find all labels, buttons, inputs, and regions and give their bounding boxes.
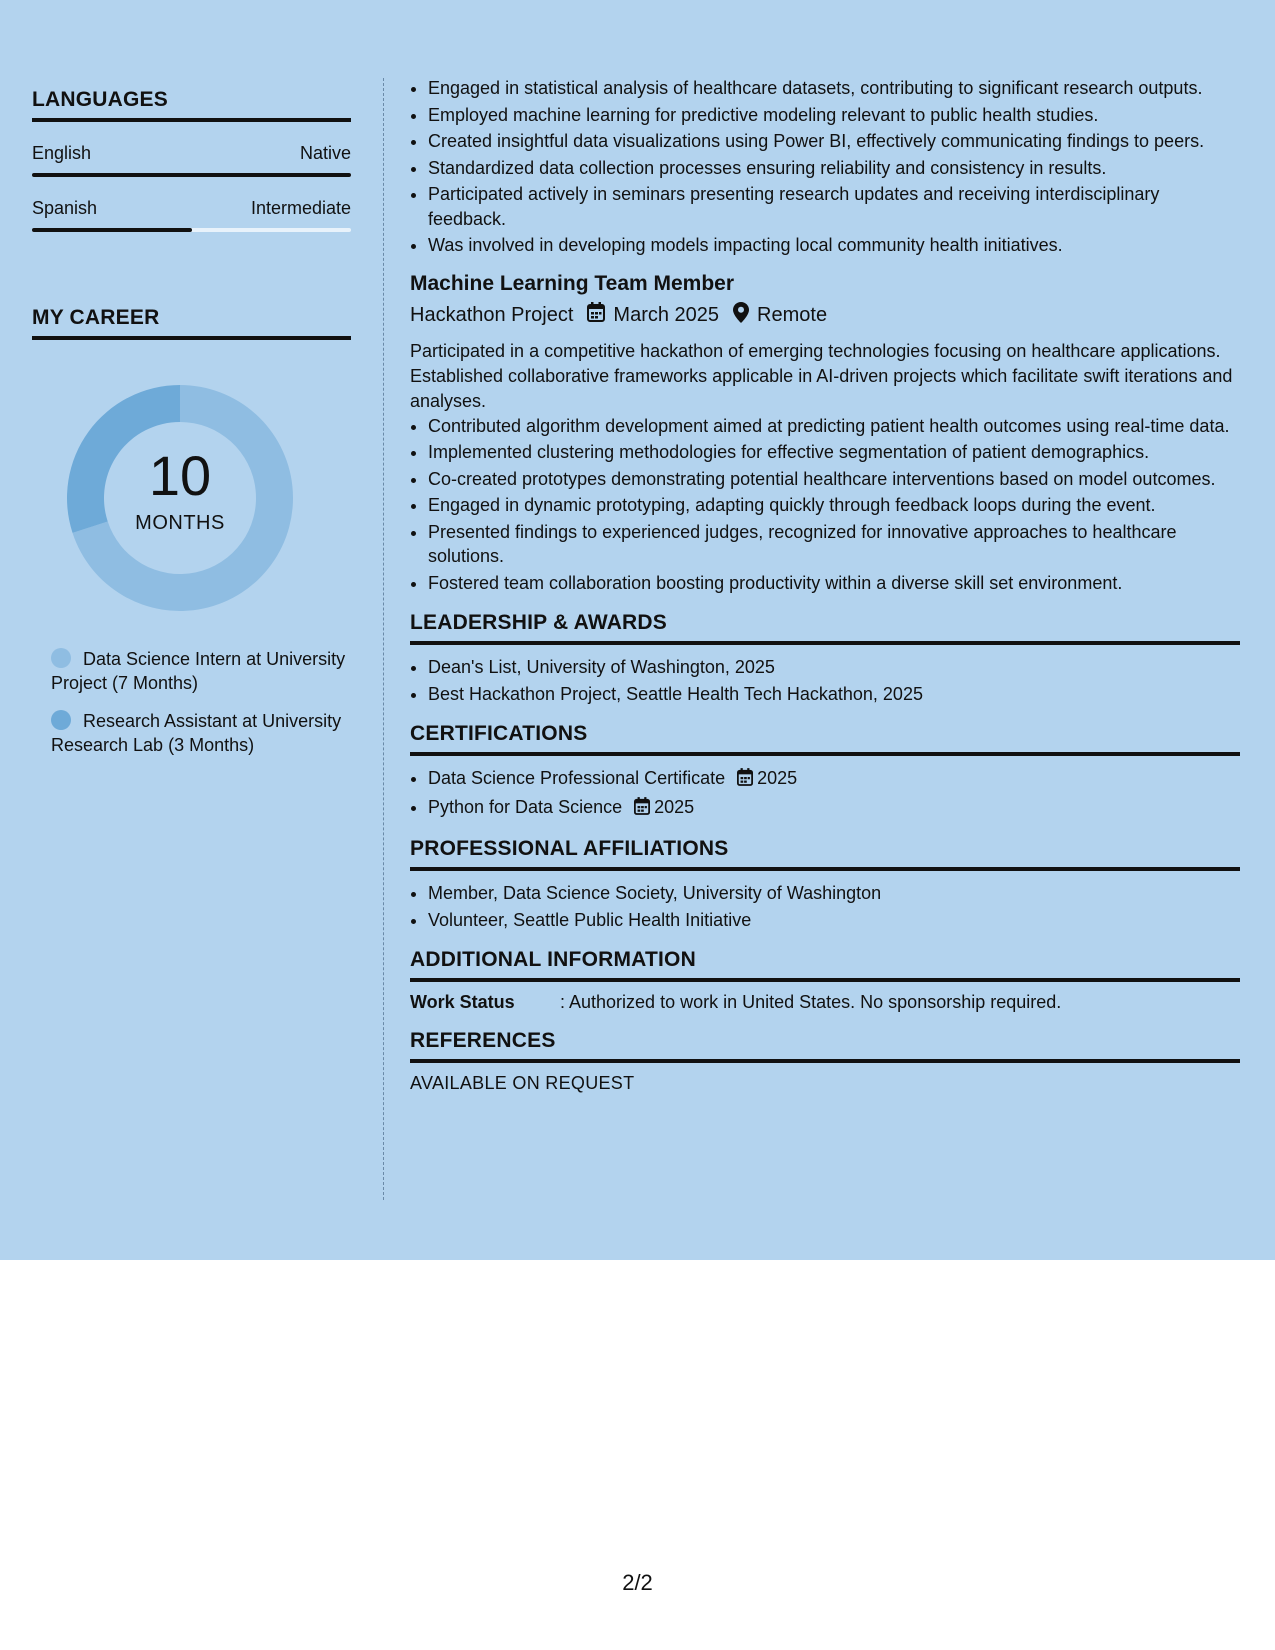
work-status-row xyxy=(410,992,1240,1013)
job-company: Hackathon Project xyxy=(410,303,574,326)
certification-year: 2025 xyxy=(757,768,798,788)
legend-label: Research Assistant at University Research Lab (3 Months) xyxy=(51,711,342,755)
job-location: Remote xyxy=(757,303,828,326)
left-column xyxy=(32,88,351,771)
legend-color-dot xyxy=(51,648,71,668)
language-item xyxy=(32,142,351,177)
language-name: English xyxy=(32,143,92,163)
calendar-icon xyxy=(634,797,650,822)
certifications-title: CERTIFICATIONS xyxy=(410,722,1240,756)
additional-info-title: ADDITIONAL INFORMATION xyxy=(410,948,1240,982)
calendar-icon xyxy=(587,302,605,328)
language-level: Native xyxy=(299,143,351,163)
list-item: • Was involved in developing models impacting local community health initiatives. xyxy=(428,233,1240,258)
list-item: • Engaged in dynamic prototyping, adapting quickly through feedback loops during the event. xyxy=(428,493,1240,518)
list-item: • Dean's List, University of Washington, 2025 xyxy=(428,655,1240,680)
job-bullets xyxy=(410,414,1240,596)
work-status-label: Work Status xyxy=(410,992,515,1012)
list-item: • Presented findings to experienced judges, recognized for innovative approaches to healthcare solutions. xyxy=(428,520,1240,569)
language-proficiency-fill xyxy=(32,228,192,232)
job-date: March 2025 xyxy=(613,303,720,326)
legend-label: Data Science Intern at University Project (7 Months) xyxy=(51,649,346,693)
language-proficiency-bar xyxy=(32,173,351,177)
list-item: • Member, Data Science Society, University of Washington xyxy=(428,881,1240,906)
career-title: MY CAREER xyxy=(32,306,351,340)
right-column xyxy=(410,76,1240,1094)
map-pin-icon xyxy=(733,302,749,329)
column-divider xyxy=(383,78,384,1200)
certification-name: Data Science Professional Certificate xyxy=(428,768,726,788)
career-total-number: 10 xyxy=(148,443,212,507)
career-donut-chart xyxy=(65,383,295,613)
certifications-section xyxy=(410,722,1240,821)
job-meta xyxy=(410,302,1240,329)
list-item: • Fostered team collaboration boosting productivity within a diverse skill set environment. xyxy=(428,571,1240,596)
calendar-icon xyxy=(737,768,753,793)
certification-year: 2025 xyxy=(654,796,695,817)
list-item: • Volunteer, Seattle Public Health Initiative xyxy=(428,908,1240,933)
list-item: • Employed machine learning for predictive modeling relevant to public health studies. xyxy=(428,103,1240,128)
references-text: AVAILABLE ON REQUEST xyxy=(410,1073,635,1093)
donut-center-label xyxy=(65,383,295,613)
career-legend xyxy=(51,647,351,757)
previous-job-bullets xyxy=(410,76,1240,258)
language-proficiency-bar xyxy=(32,228,351,232)
list-item: • Standardized data collection processes ensuring reliability and consistency in results. xyxy=(428,156,1240,181)
list-item: • Co-created prototypes demonstrating potential healthcare interventions based on model outcomes. xyxy=(428,467,1240,492)
list-item xyxy=(428,766,1240,793)
language-level: Intermediate xyxy=(250,198,351,218)
legend-item xyxy=(51,647,351,695)
language-proficiency-fill xyxy=(32,173,351,177)
list-item: • Contributed algorithm development aimed at predicting patient health outcomes using real-time data. xyxy=(428,414,1240,439)
career-total-unit: MONTHS xyxy=(135,511,225,534)
list-item: • Participated actively in seminars presenting research updates and receiving interdisciplinary feedback. xyxy=(428,182,1240,231)
references-title: REFERENCES xyxy=(410,1029,1240,1063)
language-item xyxy=(32,197,351,232)
legend-item xyxy=(51,709,351,757)
page-number: 2/2 xyxy=(622,1570,653,1595)
leadership-section xyxy=(410,611,1240,706)
certification-name: Python for Data Science xyxy=(428,796,623,817)
list-item: • Created insightful data visualizations using Power BI, effectively communicating findings to peers. xyxy=(428,129,1240,154)
references-section xyxy=(410,1029,1240,1094)
affiliations-title: PROFESSIONAL AFFILIATIONS xyxy=(410,837,1240,871)
language-name: Spanish xyxy=(32,198,98,218)
legend-color-dot xyxy=(51,710,71,730)
additional-info-section xyxy=(410,948,1240,1013)
languages-title: LANGUAGES xyxy=(32,88,351,122)
work-status-value: : Authorized to work in United States. No sponsorship required. xyxy=(560,992,1062,1012)
list-item: • Engaged in statistical analysis of healthcare datasets, contributing to significant research outputs. xyxy=(428,76,1240,101)
list-item: • Best Hackathon Project, Seattle Health Tech Hackathon, 2025 xyxy=(428,682,1240,707)
list-item xyxy=(428,795,1240,822)
list-item: • Implemented clustering methodologies for effective segmentation of patient demographics. xyxy=(428,440,1240,465)
leadership-title: LEADERSHIP & AWARDS xyxy=(410,611,1240,645)
job-title: Machine Learning Team Member xyxy=(410,271,735,295)
job-description: Participated in a competitive hackathon of emerging technologies focusing on healthcare applications. Established collaborative frameworks applicable in AI-driven projects which facilitate swift iterations and analyses. xyxy=(410,340,1233,411)
affiliations-section xyxy=(410,837,1240,932)
